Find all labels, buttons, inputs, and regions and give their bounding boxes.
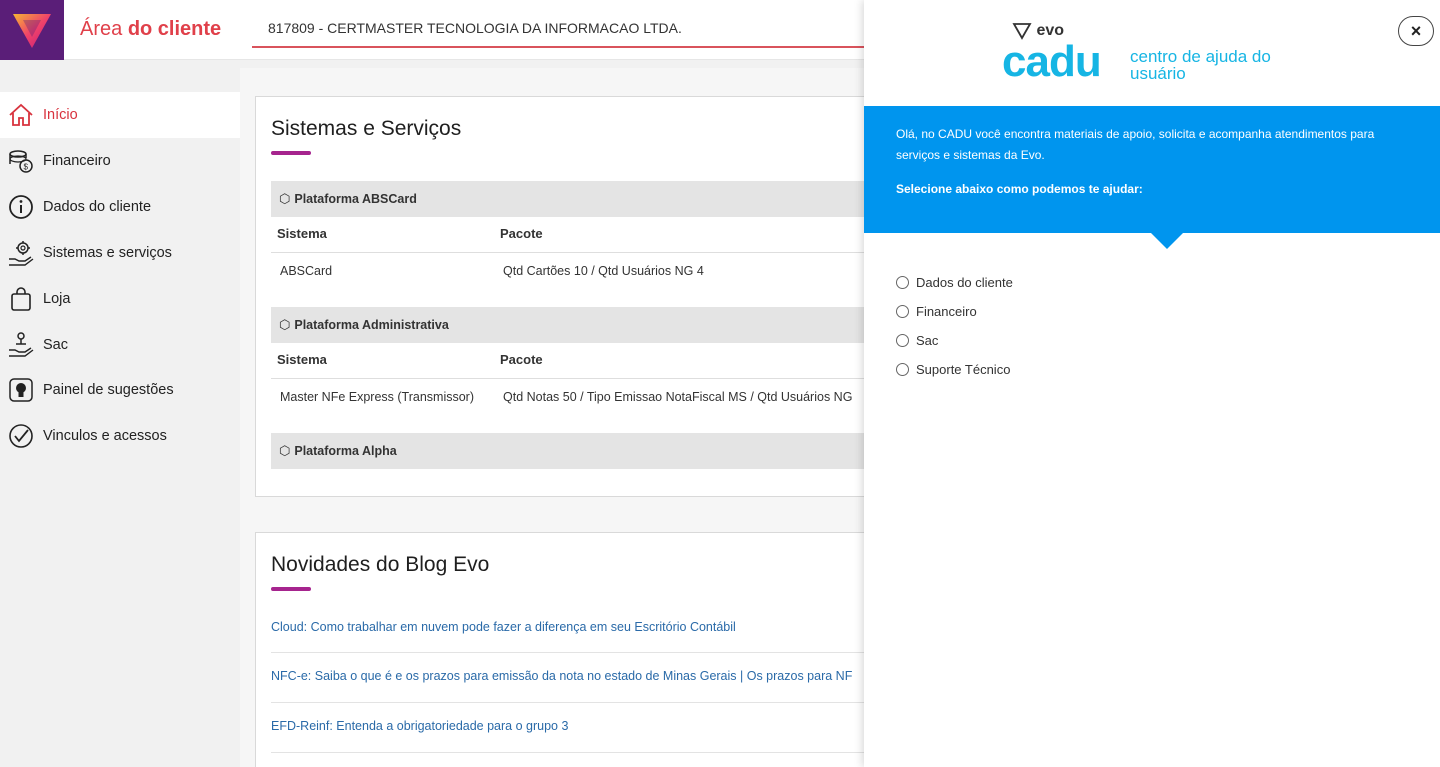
group-name: Plataforma Alpha <box>294 444 397 458</box>
blog-link[interactable]: Cloud: Como trabalhar em nuvem pode fazer a diferença em seu Escritório Contábil <box>271 620 736 634</box>
divider <box>271 752 891 753</box>
sidebar-item-dados-cliente[interactable] <box>0 184 240 230</box>
sidebar-item-label: Vinculos e acessos <box>43 428 167 444</box>
info-icon <box>7 193 35 221</box>
evo-logo-icon <box>9 10 55 50</box>
app-title-bold: do cliente <box>127 18 222 40</box>
sidebar-item-label: Sac <box>43 337 68 353</box>
cadu-brand: cadu <box>1002 37 1101 86</box>
hand-heart-icon <box>7 331 35 359</box>
package-value: Qtd Notas 50 / Tipo Emissao NotaFiscal MS / Qtd Usuários NG <box>503 390 853 404</box>
option-label: Financeiro <box>916 304 977 319</box>
systems-card <box>255 96 915 497</box>
sidebar-item-financeiro[interactable] <box>0 138 240 184</box>
blog-link[interactable]: EFD-Reinf: Entenda a obrigatoriedade para o grupo 3 <box>271 719 569 733</box>
column-header-system: Sistema <box>277 352 327 367</box>
option-dados-cliente[interactable] <box>896 275 1013 290</box>
option-label: Sac <box>916 333 939 348</box>
close-button[interactable]: × <box>1398 16 1434 46</box>
column-header-package: Pacote <box>500 226 543 241</box>
sidebar-item-inicio[interactable] <box>0 92 240 138</box>
coins-icon <box>7 147 35 175</box>
gear-hand-icon <box>7 239 35 267</box>
blog-link[interactable]: NFC-e: Saiba o que é e os prazos para emissão da nota no estado de Minas Gerais | Os prazos para NF <box>271 669 853 683</box>
sidebar-item-label: Início <box>43 107 78 123</box>
title-underline <box>271 587 311 591</box>
group-name: Plataforma Administrativa <box>294 318 449 332</box>
radio-button[interactable] <box>896 305 909 318</box>
sidebar-item-label: Sistemas e serviços <box>43 245 172 261</box>
app-title-light: Área <box>80 18 123 40</box>
divider <box>271 702 891 703</box>
home-icon <box>7 101 35 129</box>
evo-logo[interactable] <box>0 0 64 60</box>
intro-text: Olá, no CADU você encontra materiais de apoio, solicita e acompanha atendimentos para serviços e sistemas da Evo. <box>896 127 1375 162</box>
evo-mark-text: evo <box>1036 22 1065 40</box>
sidebar-item-loja[interactable] <box>0 276 240 322</box>
cube-icon: ⬡ <box>279 443 291 458</box>
sidebar-item-sac[interactable] <box>0 322 240 368</box>
pointer-arrow <box>1150 232 1184 249</box>
client-selector[interactable]: 817809 - CERTMASTER TECNOLOGIA DA INFORMACAO LTDA. <box>252 8 892 48</box>
blog-card <box>255 532 915 767</box>
group-header <box>271 307 891 343</box>
sidebar-item-label: Loja <box>43 291 71 307</box>
column-header-package: Pacote <box>500 352 543 367</box>
radio-button[interactable] <box>896 363 909 376</box>
system-name: ABSCard <box>280 264 333 278</box>
sidebar-item-vinculos[interactable] <box>0 413 240 459</box>
column-header-system: Sistema <box>277 226 327 241</box>
svg-text:$: $ <box>23 162 28 172</box>
cube-icon: ⬡ <box>279 191 291 206</box>
group-header <box>271 433 891 469</box>
group-header <box>271 181 891 217</box>
lightbulb-icon <box>7 376 35 404</box>
divider <box>271 378 891 379</box>
divider <box>271 252 891 253</box>
cube-icon: ⬡ <box>279 317 291 332</box>
option-label: Dados do cliente <box>916 275 1013 290</box>
option-financeiro[interactable] <box>896 304 977 319</box>
option-label: Suporte Técnico <box>916 362 1011 377</box>
radio-button[interactable] <box>896 334 909 347</box>
bag-icon <box>7 285 35 313</box>
cadu-logo <box>1002 20 1282 86</box>
systems-title: Sistemas e Serviços <box>271 117 462 140</box>
sidebar-item-sistemas[interactable] <box>0 230 240 276</box>
title-underline <box>271 151 311 155</box>
group-name: Plataforma ABSCard <box>294 192 417 206</box>
help-prompt: Selecione abaixo como podemos te ajudar: <box>896 182 1143 196</box>
sidebar-item-sugestoes[interactable] <box>0 367 240 413</box>
cadu-tagline: centro de ajuda do usuário <box>1130 47 1271 83</box>
sidebar <box>0 60 240 767</box>
sidebar-item-label: Dados do cliente <box>43 199 152 215</box>
sidebar-item-label: Financeiro <box>43 153 111 169</box>
package-value: Qtd Cartões 10 / Qtd Usuários NG 4 <box>503 264 704 278</box>
system-name: Master NFe Express (Transmissor) <box>280 390 475 404</box>
check-circle-icon <box>7 422 35 450</box>
intro-box <box>864 106 1440 233</box>
blog-title: Novidades do Blog Evo <box>271 553 490 576</box>
option-sac[interactable] <box>896 333 938 348</box>
app-title <box>80 18 221 41</box>
option-suporte-tecnico[interactable] <box>896 362 1010 377</box>
help-panel <box>864 0 1440 767</box>
radio-button[interactable] <box>896 276 909 289</box>
divider <box>271 652 891 653</box>
sidebar-item-label: Painel de sugestões <box>43 382 174 398</box>
